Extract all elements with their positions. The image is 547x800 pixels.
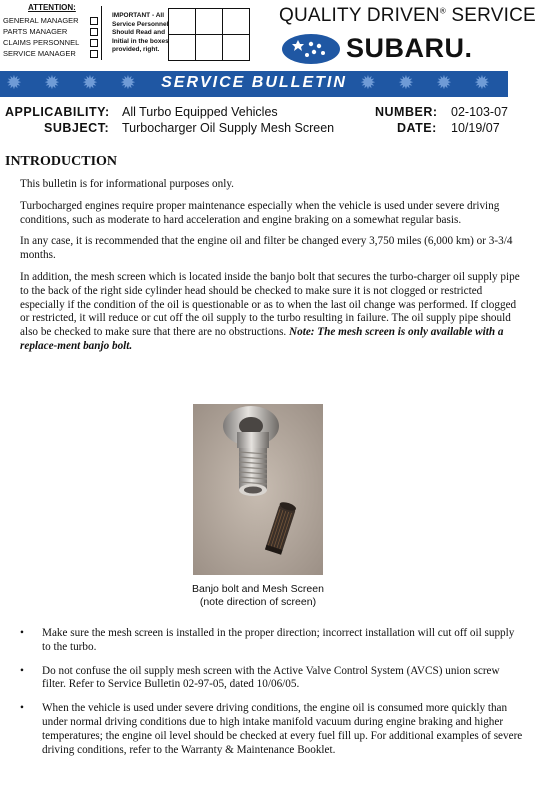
attention-list bbox=[3, 15, 98, 59]
divider bbox=[101, 6, 102, 60]
attention-item bbox=[3, 26, 98, 37]
bullet-list bbox=[20, 627, 524, 767]
list-item bbox=[20, 702, 524, 757]
tagline-text: QUALITY DRIVEN bbox=[279, 5, 440, 26]
banjo-bolt-illustration bbox=[193, 404, 323, 575]
tagline-end: SERVICE bbox=[445, 5, 536, 26]
bullet-icon: • bbox=[20, 702, 24, 715]
bullet-text: When the vehicle is used under severe driving conditions, the engine oil is consumed more quickly than under normal driving conditions due to high intake manifold vacuum during engine braking and higher temperatures; the engine oil level should be checked at every fuel fill up. For additional examples of severe driving conditions, refer to the Warranty & Maintenance Booklet. bbox=[42, 702, 523, 756]
gear-icon: ✹ bbox=[44, 73, 60, 94]
brand-name: SUBARU. bbox=[346, 33, 473, 63]
date-value: 10/19/07 bbox=[451, 121, 500, 135]
caption-line: (note direction of screen) bbox=[199, 596, 317, 608]
attention-item bbox=[3, 15, 98, 26]
initial-box[interactable] bbox=[223, 35, 250, 61]
list-item bbox=[20, 665, 524, 693]
initial-box[interactable] bbox=[169, 9, 196, 35]
gear-icon: ✹ bbox=[398, 73, 414, 94]
initial-box[interactable] bbox=[223, 9, 250, 35]
attention-title: ATTENTION: bbox=[28, 3, 76, 12]
important-note: IMPORTANT - All Service Personnel Should Read and Initial in the boxes provided, right. bbox=[112, 12, 169, 53]
initial-box[interactable] bbox=[196, 9, 223, 35]
banjo-bolt-photo bbox=[193, 404, 323, 575]
paragraph-text: In addition, the mesh screen which is located inside the banjo bolt that secures the turbo-charger oil supply pipe to the back of the right side cylinder head should be checked to make sure it is not clogged or restricted especially if the condition of the oil is questionable or as to when the last oil change was performed. If clogged or restricted, it will reduce or cut off the oil supply to the turbo resulting in failure. The oil supply pipe should also be checked to make sure that there are no obstructions. bbox=[20, 270, 520, 339]
recipient-label: GENERAL MANAGER bbox=[3, 16, 79, 25]
gear-icon: ✹ bbox=[474, 73, 490, 94]
paragraph: Turbocharged engines require proper maintenance especially when the vehicle is used under severe driving conditions, such as moderate to hard acceleration and engine braking on a somewhat regular basis. bbox=[20, 199, 500, 226]
brand-tagline bbox=[279, 5, 536, 27]
gear-icon: ✹ bbox=[436, 73, 452, 94]
initials-grid bbox=[168, 8, 250, 61]
subject-value: Turbocharger Oil Supply Mesh Screen bbox=[122, 121, 335, 135]
bullet-text: Do not confuse the oil supply mesh screen with the Active Valve Control System (AVCS) union screw filter. Refer to Service Bulletin 02-97-05, dated 10/06/05. bbox=[42, 664, 500, 691]
checkbox-icon[interactable] bbox=[90, 50, 98, 58]
gear-icon: ✹ bbox=[82, 73, 98, 94]
paragraph bbox=[20, 271, 524, 354]
checkbox-icon[interactable] bbox=[90, 17, 98, 25]
initial-box[interactable] bbox=[169, 35, 196, 61]
figure-caption bbox=[160, 583, 356, 609]
bullet-icon: • bbox=[20, 627, 24, 639]
intro-body bbox=[20, 178, 524, 362]
subject-label: SUBJECT: bbox=[44, 121, 110, 135]
recipient-label: PARTS MANAGER bbox=[3, 27, 68, 36]
caption-line: Banjo bolt and Mesh Screen bbox=[192, 583, 324, 595]
checkbox-icon[interactable] bbox=[90, 28, 98, 36]
registered-mark: ® bbox=[439, 6, 446, 16]
applicability-label: APPLICABILITY: bbox=[5, 105, 110, 119]
number-label: NUMBER: bbox=[375, 105, 438, 119]
attention-item bbox=[3, 37, 98, 48]
list-item bbox=[20, 627, 524, 655]
bullet-icon: • bbox=[20, 664, 24, 677]
number-value: 02-103-07 bbox=[451, 105, 508, 119]
subaru-logo-icon bbox=[281, 33, 341, 65]
paragraph: In any case, it is recommended that the engine oil and filter be changed every 3,750 miles (6,000 km) or 3-3/4 months. bbox=[20, 235, 513, 262]
paragraph: This bulletin is for informational purposes only. bbox=[20, 178, 234, 190]
gear-icon: ✹ bbox=[120, 73, 136, 94]
section-heading: INTRODUCTION bbox=[5, 154, 118, 169]
bullet-text: Make sure the mesh screen is installed in the proper direction; incorrect installation will cut off oil supply to the turbo. bbox=[42, 627, 515, 653]
initial-box[interactable] bbox=[196, 35, 223, 61]
applicability-value: All Turbo Equipped Vehicles bbox=[122, 105, 278, 119]
date-label: DATE: bbox=[397, 121, 437, 135]
banner-title: SERVICE BULLETIN bbox=[161, 74, 347, 91]
checkbox-icon[interactable] bbox=[90, 39, 98, 47]
recipient-label: CLAIMS PERSONNEL bbox=[3, 38, 80, 47]
gear-icon: ✹ bbox=[6, 73, 22, 94]
attention-item bbox=[3, 48, 98, 59]
note-text: Note: The mesh screen is only available with a replace-ment banjo bolt. bbox=[20, 326, 504, 352]
gear-icon: ✹ bbox=[360, 73, 376, 94]
service-bulletin-banner bbox=[0, 71, 508, 97]
recipient-label: SERVICE MANAGER bbox=[3, 49, 76, 58]
